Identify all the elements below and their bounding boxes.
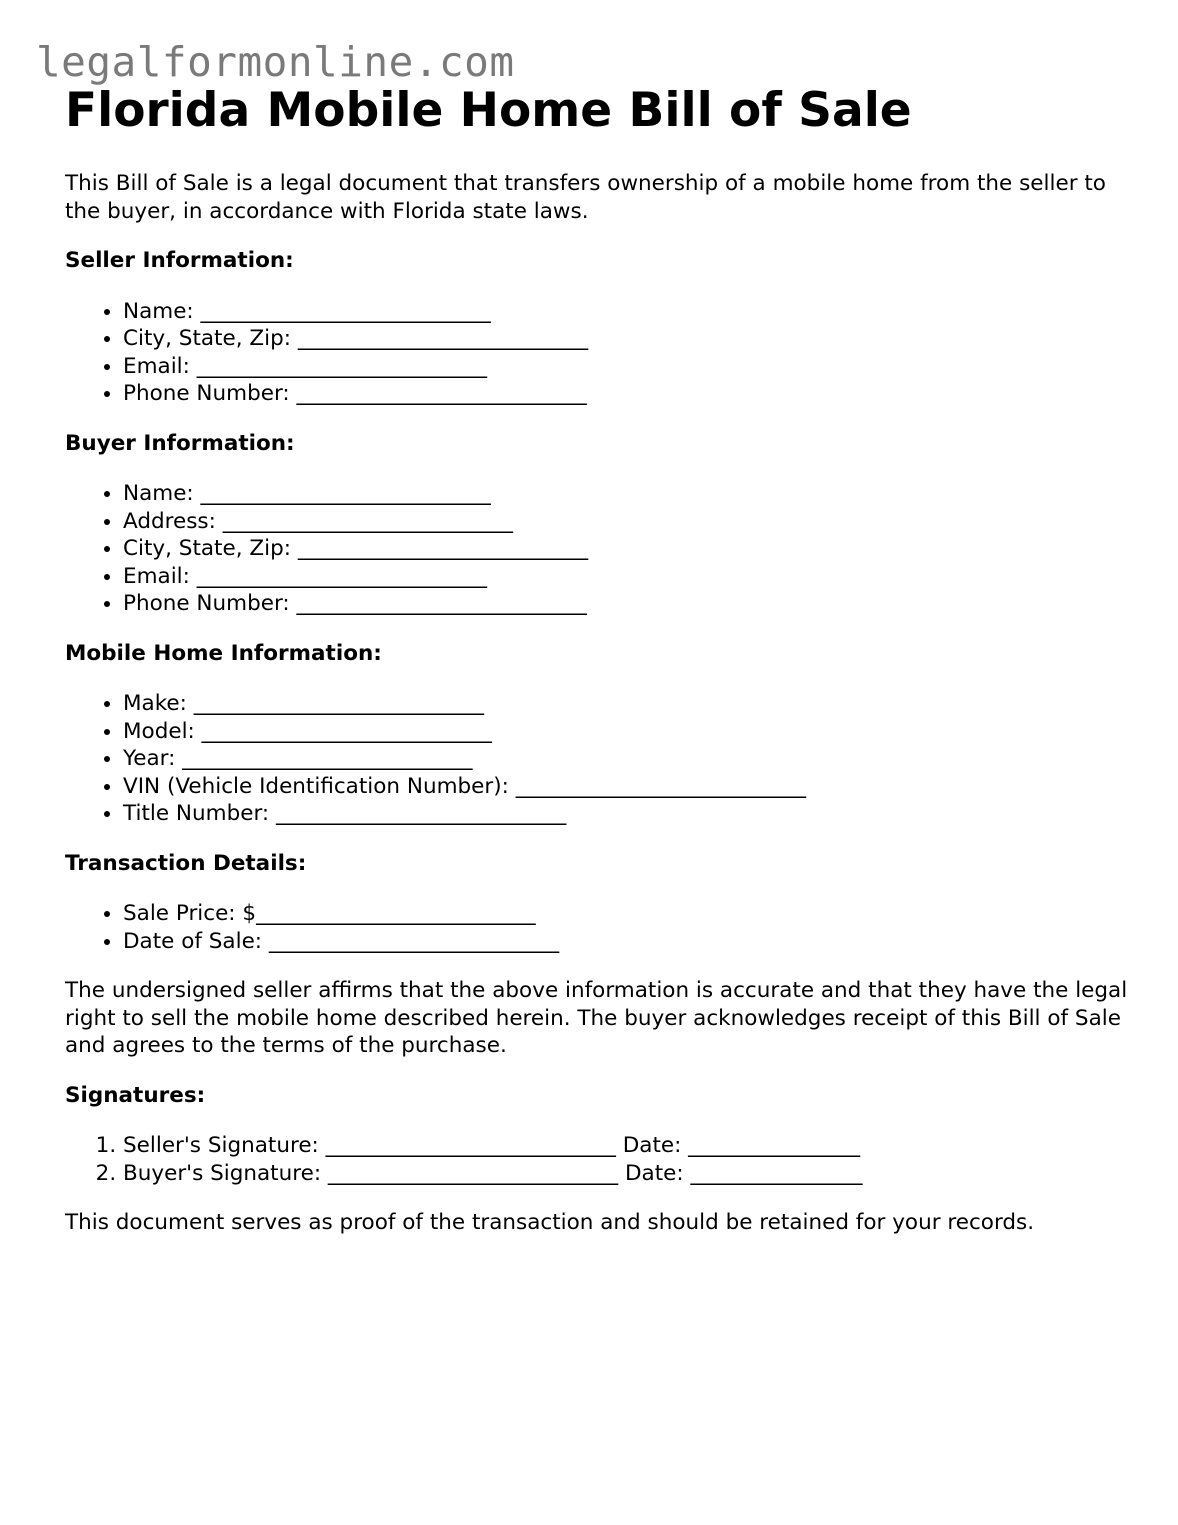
document-title: Florida Mobile Home Bill of Sale [65, 83, 912, 138]
buyer-signature-line[interactable]: 2. Buyer's Signature: ___________________________ Date: ________________ [123, 1160, 1135, 1188]
transaction-heading: Transaction Details: [65, 850, 307, 876]
seller-fields [65, 298, 1135, 408]
seller-email-field[interactable]: • Email: ___________________________ [123, 353, 1135, 381]
intro-paragraph: This Bill of Sale is a legal document that transfers ownership of a mobile home from the seller to the buyer, in accordance with Florida state laws. [65, 171, 1106, 224]
signatures-heading: Signatures: [65, 1082, 206, 1108]
seller-signature-line[interactable]: 1. Seller's Signature: ___________________________ Date: ________________ [123, 1132, 1135, 1160]
closing-paragraph: This document serves as proof of the transaction and should be retained for your records. [65, 1210, 1035, 1235]
mobile-home-fields [65, 690, 1135, 828]
buyer-heading: Buyer Information: [65, 430, 295, 456]
seller-heading: Seller Information: [65, 248, 294, 273]
make-field[interactable]: • Make: ___________________________ [123, 690, 1135, 718]
signature-lines [65, 1132, 1135, 1187]
mobile-home-heading: Mobile Home Information: [65, 640, 382, 666]
seller-name-field[interactable]: • Name: ___________________________ [123, 298, 1135, 326]
affirmation-paragraph: The undersigned seller affirms that the above information is accurate and that they have the legal right to sell the mobile home described herein. The buyer acknowledges receipt of this Bill of Sale and agrees to the terms of the purchase. [65, 978, 1128, 1058]
sale-price-field[interactable]: • Sale Price: $__________________________ [123, 900, 1135, 928]
vin-field[interactable]: • VIN (Vehicle Identification Number): ___________________________ [123, 773, 1135, 801]
buyer-name-field[interactable]: • Name: ___________________________ [123, 480, 1135, 508]
buyer-city-state-zip-field[interactable]: • City, State, Zip: ___________________________ [123, 535, 1135, 563]
transaction-fields [65, 900, 1135, 955]
watermark: legalformonline.com [36, 38, 515, 86]
document-body [65, 80, 1135, 1237]
buyer-email-field[interactable]: • Email: ___________________________ [123, 563, 1135, 591]
date-of-sale-field[interactable]: • Date of Sale: ___________________________ [123, 928, 1135, 956]
year-field[interactable]: • Year: ___________________________ [123, 745, 1135, 773]
buyer-phone-field[interactable]: • Phone Number: ___________________________ [123, 590, 1135, 618]
buyer-address-field[interactable]: • Address: ___________________________ [123, 508, 1135, 536]
title-number-field[interactable]: • Title Number: ___________________________ [123, 800, 1135, 828]
seller-phone-field[interactable]: • Phone Number: ___________________________ [123, 380, 1135, 408]
seller-city-state-zip-field[interactable]: • City, State, Zip: ___________________________ [123, 325, 1135, 353]
model-field[interactable]: • Model: ___________________________ [123, 718, 1135, 746]
buyer-fields [65, 480, 1135, 618]
